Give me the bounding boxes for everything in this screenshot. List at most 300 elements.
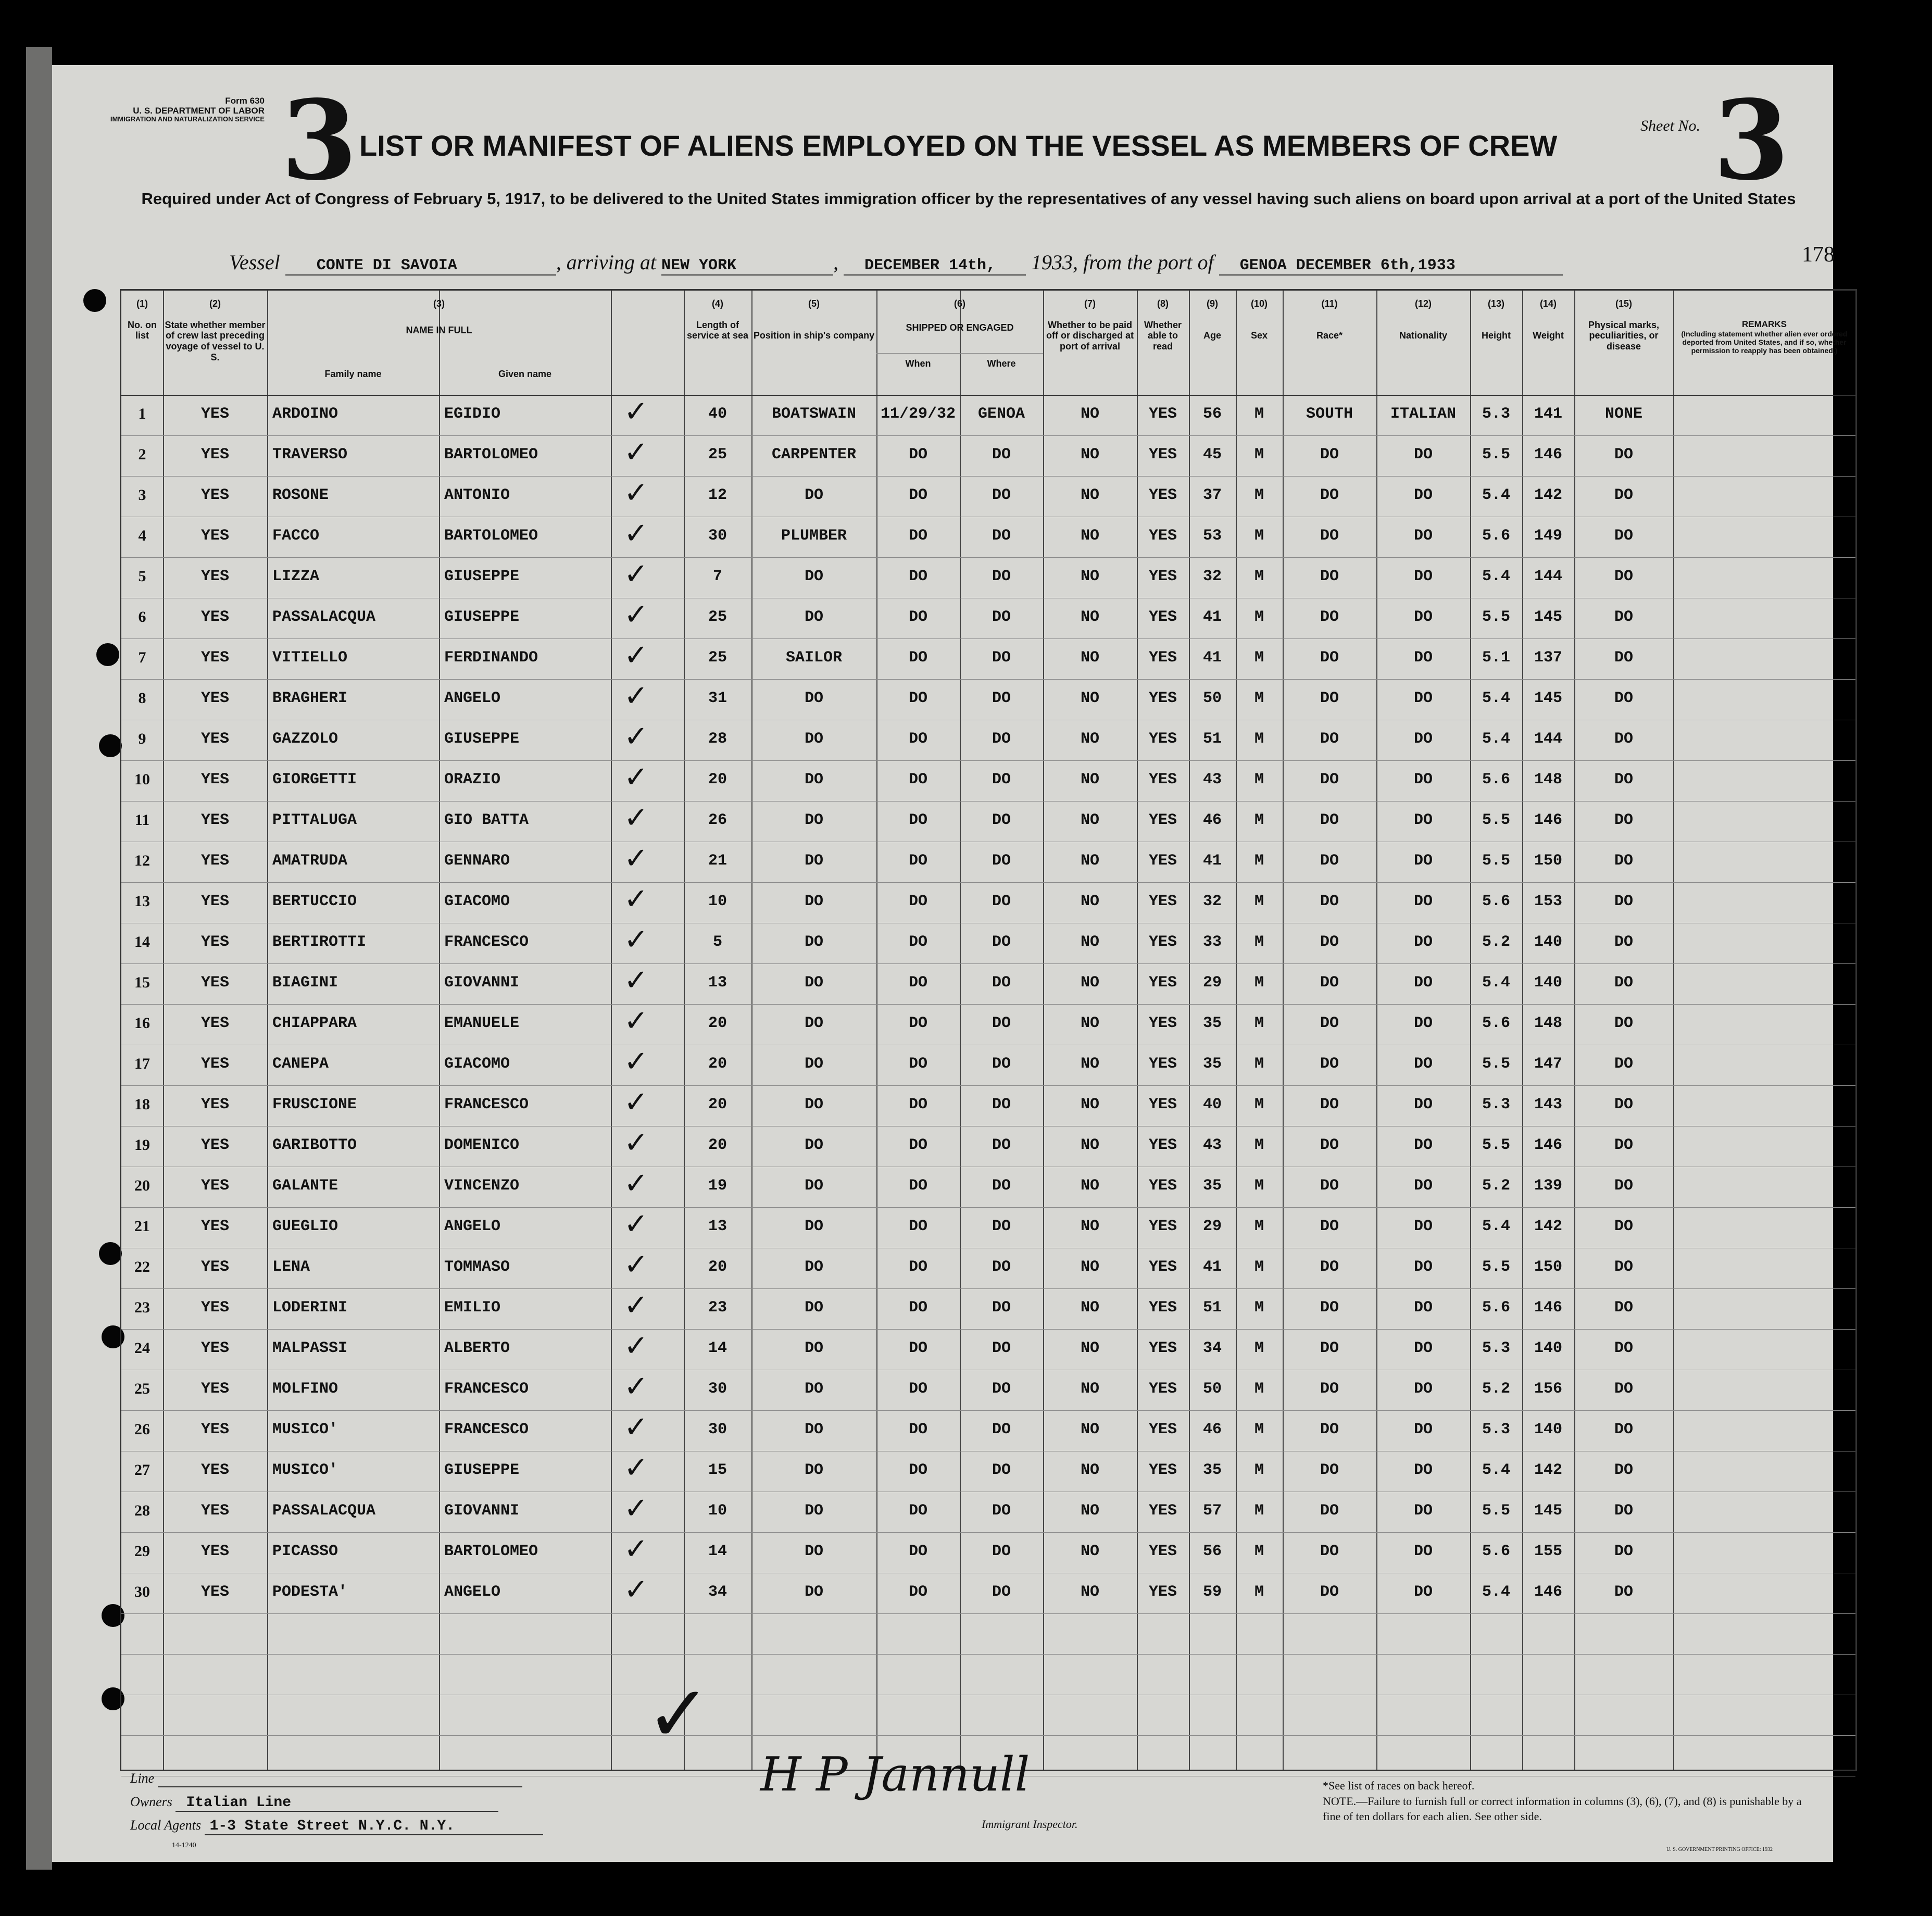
cell-given: ANTONIO (444, 486, 510, 504)
checkmark-icon: ✓ (624, 1410, 648, 1444)
printing-office: U. S. GOVERNMENT PRINTING OFFICE: 1932 (1666, 1847, 1773, 1852)
cell-service: 5 (712, 933, 722, 951)
cell-age: 34 (1202, 1339, 1222, 1357)
cell-family: MOLFINO (272, 1380, 338, 1398)
cell-prev: YES (200, 1380, 229, 1398)
cell-where: DO (992, 1096, 1011, 1113)
cell-nat: DO (1413, 893, 1433, 910)
cell-height: 5.2 (1482, 933, 1510, 951)
cell-prev: YES (200, 933, 229, 951)
cell-weight: 148 (1534, 771, 1562, 788)
cell-age: 32 (1202, 893, 1222, 910)
cell-where: DO (992, 933, 1011, 951)
cell-weight: 146 (1534, 811, 1562, 829)
cell-paid: NO (1080, 974, 1099, 992)
cell-no: 22 (134, 1258, 150, 1275)
cell-age: 29 (1202, 1218, 1222, 1235)
cell-race: DO (1320, 1177, 1339, 1195)
cell-prev: YES (200, 405, 229, 423)
cell-where: DO (992, 771, 1011, 788)
cell-when: DO (908, 1380, 927, 1398)
row-rule (121, 557, 1855, 558)
cell-given: BARTOLOMEO (444, 527, 538, 545)
cell-marks: DO (1614, 527, 1633, 545)
from-port-label: from the port of (1083, 251, 1214, 274)
cell-where: DO (992, 649, 1011, 667)
cell-service: 14 (708, 1543, 727, 1560)
cell-read: YES (1148, 1218, 1177, 1235)
cell-service: 21 (708, 852, 727, 870)
cell-nat: DO (1413, 527, 1433, 545)
cell-nat: DO (1413, 1136, 1433, 1154)
cell-paid: NO (1080, 1380, 1099, 1398)
cell-sex: M (1254, 974, 1264, 992)
col-header-age: (9) Age (1203, 298, 1221, 341)
cell-when: DO (908, 568, 927, 585)
checkmark-icon: ✓ (624, 1085, 648, 1119)
cell-height: 5.5 (1482, 1502, 1510, 1520)
header-rule (121, 395, 1855, 396)
checkmark-icon: ✓ (624, 435, 648, 469)
cell-nat: DO (1413, 730, 1433, 748)
cell-nat: DO (1413, 811, 1433, 829)
cell-family: GALANTE (272, 1177, 338, 1195)
cell-marks: DO (1614, 1177, 1633, 1195)
cell-height: 5.6 (1482, 893, 1510, 910)
cell-family: LODERINI (272, 1299, 348, 1317)
cell-nat: DO (1413, 1502, 1433, 1520)
cell-where: DO (992, 974, 1011, 992)
cell-marks: DO (1614, 1096, 1633, 1113)
cell-race: DO (1320, 1299, 1339, 1317)
cell-where: DO (992, 486, 1011, 504)
cell-position: DO (804, 1218, 823, 1235)
cell-when: DO (908, 1299, 927, 1317)
cell-age: 32 (1202, 568, 1222, 585)
cell-race: DO (1320, 527, 1339, 545)
cell-position: DO (804, 1502, 823, 1520)
checkmark-icon: ✓ (624, 1451, 648, 1485)
cell-sex: M (1254, 1015, 1264, 1032)
cell-read: YES (1148, 1339, 1177, 1357)
cell-read: YES (1148, 771, 1177, 788)
cell-read: YES (1148, 1177, 1177, 1195)
cell-weight: 146 (1534, 1583, 1562, 1601)
row-rule (121, 1207, 1855, 1208)
cell-given: FRANCESCO (444, 933, 529, 951)
cell-family: GUEGLIO (272, 1218, 338, 1235)
cell-given: EGIDIO (444, 405, 501, 423)
cell-race: SOUTH (1306, 405, 1353, 423)
col-header-physical-marks: (15) Physical marks, peculiarities, or disease (1588, 298, 1660, 352)
cell-height: 5.3 (1482, 1096, 1510, 1113)
cell-age: 50 (1202, 1380, 1222, 1398)
cell-height: 5.4 (1482, 1583, 1510, 1601)
cell-service: 20 (708, 1258, 727, 1276)
subheader-rule (876, 353, 1043, 354)
cell-weight: 153 (1534, 893, 1562, 910)
cell-position: DO (804, 608, 823, 626)
cell-height: 5.5 (1482, 1136, 1510, 1154)
cell-when: DO (908, 1177, 927, 1195)
cell-given: FRANCESCO (444, 1380, 529, 1398)
vessel-name: CONTE DI SAVOIA (285, 257, 556, 275)
cell-height: 5.6 (1482, 1543, 1510, 1560)
cell-when: DO (908, 608, 927, 626)
cell-age: 56 (1202, 1543, 1222, 1560)
cell-service: 10 (708, 893, 727, 910)
cell-paid: NO (1080, 568, 1099, 585)
cell-nat: DO (1413, 1015, 1433, 1032)
cell-prev: YES (200, 1502, 229, 1520)
cell-prev: YES (200, 1096, 229, 1113)
cell-paid: NO (1080, 1055, 1099, 1073)
cell-family: BERTUCCIO (272, 893, 357, 910)
cell-prev: YES (200, 730, 229, 748)
cell-race: DO (1320, 1543, 1339, 1560)
row-rule (121, 1085, 1855, 1086)
from-port: GENOA DECEMBER 6th,1933 (1219, 257, 1563, 275)
cell-weight: 139 (1534, 1177, 1562, 1195)
cell-prev: YES (200, 771, 229, 788)
cell-nat: DO (1413, 771, 1433, 788)
cell-height: 5.6 (1482, 527, 1510, 545)
col-header-name: (3) NAME IN FULL (406, 298, 472, 335)
cell-marks: DO (1614, 1299, 1633, 1317)
cell-age: 41 (1202, 608, 1222, 626)
cell-no: 24 (134, 1339, 150, 1357)
cell-position: CARPENTER (771, 446, 857, 464)
cell-nat: DO (1413, 649, 1433, 667)
row-rule (121, 882, 1855, 883)
cell-when: DO (908, 486, 927, 504)
cell-race: DO (1320, 1339, 1339, 1357)
cell-given: GIUSEPPE (444, 730, 520, 748)
arriving-label: arriving at (566, 251, 656, 274)
cell-given: GIACOMO (444, 1055, 510, 1073)
cell-given: ALBERTO (444, 1339, 510, 1357)
cell-height: 5.5 (1482, 1258, 1510, 1276)
cell-position: DO (804, 1461, 823, 1479)
cell-age: 35 (1202, 1055, 1222, 1073)
cell-height: 5.2 (1482, 1177, 1510, 1195)
cell-when: DO (908, 933, 927, 951)
checkmark-icon: ✓ (624, 1288, 648, 1322)
cell-no: 9 (138, 730, 146, 747)
cell-nat: DO (1413, 974, 1433, 992)
cell-where: DO (992, 1380, 1011, 1398)
cell-no: 18 (134, 1096, 150, 1113)
agents-value: 1-3 State Street N.Y.C. N.Y. (205, 1818, 543, 1835)
cell-prev: YES (200, 852, 229, 870)
cell-position: DO (804, 893, 823, 910)
cell-read: YES (1148, 1583, 1177, 1601)
cell-height: 5.5 (1482, 852, 1510, 870)
cell-no: 13 (134, 893, 150, 910)
cell-paid: NO (1080, 446, 1099, 464)
checkmark-icon: ✓ (624, 1248, 648, 1282)
cell-no: 6 (138, 608, 146, 625)
cell-when: DO (908, 1583, 927, 1601)
cell-age: 59 (1202, 1583, 1222, 1601)
cell-sex: M (1254, 1258, 1264, 1276)
cell-where: DO (992, 1218, 1011, 1235)
cell-no: 3 (138, 486, 146, 504)
arrival-date: DECEMBER 14th, (844, 257, 1026, 275)
cell-when: DO (908, 690, 927, 707)
checkmark-icon: ✓ (624, 638, 648, 672)
cell-no: 15 (134, 974, 150, 991)
cell-race: DO (1320, 1218, 1339, 1235)
cell-where: DO (992, 1339, 1011, 1357)
cell-age: 46 (1202, 811, 1222, 829)
cell-paid: NO (1080, 486, 1099, 504)
cell-race: DO (1320, 893, 1339, 910)
cell-prev: YES (200, 974, 229, 992)
cell-when: DO (908, 1015, 927, 1032)
cell-no: 28 (134, 1502, 150, 1519)
cell-no: 16 (134, 1015, 150, 1032)
cell-weight: 144 (1534, 730, 1562, 748)
cell-race: DO (1320, 811, 1339, 829)
cell-prev: YES (200, 1218, 229, 1235)
cell-position: DO (804, 811, 823, 829)
cell-marks: DO (1614, 1339, 1633, 1357)
cell-age: 43 (1202, 771, 1222, 788)
col-header-remarks: REMARKS (Including statement whether alien ever ordered deported from United States, and if so, whether permission to reapply has been obtained.) (1681, 319, 1848, 355)
cell-weight: 137 (1534, 649, 1562, 667)
cell-read: YES (1148, 1096, 1177, 1113)
cell-paid: NO (1080, 730, 1099, 748)
cell-service: 25 (708, 649, 727, 667)
cell-prev: YES (200, 811, 229, 829)
cell-no: 30 (134, 1583, 150, 1600)
cell-marks: DO (1614, 974, 1633, 992)
cell-service: 19 (708, 1177, 727, 1195)
cell-service: 23 (708, 1299, 727, 1317)
cell-when: DO (908, 1543, 927, 1560)
cell-given: EMILIO (444, 1299, 501, 1317)
cell-race: DO (1320, 1461, 1339, 1479)
cell-weight: 140 (1534, 1421, 1562, 1438)
cell-where: DO (992, 893, 1011, 910)
cell-nat: DO (1413, 1583, 1433, 1601)
cell-marks: DO (1614, 446, 1633, 464)
cell-read: YES (1148, 1502, 1177, 1520)
cell-family: VITIELLO (272, 649, 348, 667)
cell-sex: M (1254, 690, 1264, 707)
cell-position: DO (804, 1421, 823, 1438)
cell-height: 5.3 (1482, 1421, 1510, 1438)
cell-marks: DO (1614, 730, 1633, 748)
cell-age: 41 (1202, 649, 1222, 667)
cell-sex: M (1254, 811, 1264, 829)
cell-where: DO (992, 446, 1011, 464)
cell-family: LIZZA (272, 568, 320, 585)
cell-race: DO (1320, 568, 1339, 585)
cell-height: 5.5 (1482, 811, 1510, 829)
cell-when: DO (908, 974, 927, 992)
cell-sex: M (1254, 1583, 1264, 1601)
cell-race: DO (1320, 1421, 1339, 1438)
checkmark-icon: ✓ (624, 598, 648, 632)
binder-hole (99, 1242, 122, 1265)
cell-where: DO (992, 1258, 1011, 1276)
cell-read: YES (1148, 933, 1177, 951)
cell-height: 5.1 (1482, 649, 1510, 667)
cell-sex: M (1254, 1055, 1264, 1073)
cell-race: DO (1320, 486, 1339, 504)
cell-height: 5.4 (1482, 730, 1510, 748)
cell-sex: M (1254, 1421, 1264, 1438)
cell-marks: NONE (1604, 405, 1642, 423)
col-header-service: (4) Length of service at sea (686, 298, 749, 341)
cell-no: 8 (138, 690, 146, 707)
cell-weight: 145 (1534, 1502, 1562, 1520)
cell-prev: YES (200, 1055, 229, 1073)
cell-position: DO (804, 690, 823, 707)
cell-service: 13 (708, 974, 727, 992)
cell-no: 2 (138, 446, 146, 463)
manifest-table (120, 289, 1857, 1771)
cell-age: 50 (1202, 690, 1222, 707)
cell-given: ANGELO (444, 1583, 501, 1601)
cell-prev: YES (200, 608, 229, 626)
cell-service: 28 (708, 730, 727, 748)
cell-nat: DO (1413, 608, 1433, 626)
cell-paid: NO (1080, 1502, 1099, 1520)
cell-prev: YES (200, 446, 229, 464)
cell-weight: 146 (1534, 1299, 1562, 1317)
cell-marks: DO (1614, 933, 1633, 951)
agents-field: Local Agents 1-3 State Street N.Y.C. N.Y. (130, 1818, 543, 1835)
cell-prev: YES (200, 1543, 229, 1560)
cell-no: 21 (134, 1218, 150, 1235)
cell-no: 29 (134, 1543, 150, 1560)
cell-paid: NO (1080, 852, 1099, 870)
cell-when: DO (908, 1461, 927, 1479)
cell-position: DO (804, 1543, 823, 1560)
checkmark-icon: ✓ (624, 517, 648, 550)
cell-prev: YES (200, 1339, 229, 1357)
checkmark-icon: ✓ (624, 395, 648, 429)
cell-height: 5.4 (1482, 974, 1510, 992)
cell-family: CHIAPPARA (272, 1015, 357, 1032)
cell-position: PLUMBER (781, 527, 847, 545)
cell-family: PITTALUGA (272, 811, 357, 829)
cell-when: DO (908, 730, 927, 748)
cell-service: 25 (708, 446, 727, 464)
cell-where: DO (992, 1461, 1011, 1479)
cell-marks: DO (1614, 771, 1633, 788)
cell-age: 41 (1202, 852, 1222, 870)
form-code: 14-1240 (172, 1842, 196, 1849)
cell-given: GIACOMO (444, 893, 510, 910)
cell-family: ARDOINO (272, 405, 338, 423)
service-name: IMMIGRATION AND NATURALIZATION SERVICE (110, 115, 265, 123)
cell-where: DO (992, 1421, 1011, 1438)
cell-weight: 140 (1534, 1339, 1562, 1357)
cell-weight: 140 (1534, 974, 1562, 992)
cell-weight: 155 (1534, 1543, 1562, 1560)
checkmark-icon: ✓ (624, 1045, 648, 1079)
cell-height: 5.3 (1482, 1339, 1510, 1357)
binder-hole (99, 734, 122, 757)
cell-service: 15 (708, 1461, 727, 1479)
checkmark-icon: ✓ (624, 1329, 648, 1363)
cell-prev: YES (200, 690, 229, 707)
cell-sex: M (1254, 852, 1264, 870)
cell-prev: YES (200, 1421, 229, 1438)
cell-paid: NO (1080, 1218, 1099, 1235)
cell-weight: 150 (1534, 1258, 1562, 1276)
cell-marks: DO (1614, 690, 1633, 707)
cell-where: DO (992, 690, 1011, 707)
cell-where: DO (992, 1502, 1011, 1520)
col-header-weight: (14) Weight (1533, 298, 1564, 341)
cell-no: 14 (134, 933, 150, 950)
cell-position: DO (804, 1015, 823, 1032)
cell-read: YES (1148, 568, 1177, 585)
cell-no: 7 (138, 649, 146, 666)
cell-sex: M (1254, 1218, 1264, 1235)
cell-paid: NO (1080, 1421, 1099, 1438)
cell-where: DO (992, 1583, 1011, 1601)
cell-race: DO (1320, 933, 1339, 951)
cell-weight: 142 (1534, 486, 1562, 504)
cell-weight: 141 (1534, 405, 1562, 423)
cell-given: GENNARO (444, 852, 510, 870)
vessel-line: Vessel CONTE DI SAVOIA , arriving at NEW YORK , DECEMBER 14th, 1933, from the port of GENOA DECEMBER 6th,1933 (229, 250, 1739, 276)
cell-position: DO (804, 1055, 823, 1073)
cell-family: TRAVERSO (272, 446, 348, 464)
cell-race: DO (1320, 771, 1339, 788)
checkmark-icon: ✓ (624, 1532, 648, 1566)
cell-when: DO (908, 1502, 927, 1520)
binder-hole (96, 643, 119, 666)
cell-prev: YES (200, 486, 229, 504)
cell-position: BOATSWAIN (771, 405, 857, 423)
cell-read: YES (1148, 1461, 1177, 1479)
cell-weight: 147 (1534, 1055, 1562, 1073)
cell-marks: DO (1614, 486, 1633, 504)
cell-no: 20 (134, 1177, 150, 1194)
cell-given: GIOVANNI (444, 974, 520, 992)
col-header-where: Where (987, 358, 1016, 369)
checkmark-icon: ✓ (624, 720, 648, 754)
cell-given: FRANCESCO (444, 1096, 529, 1113)
cell-prev: YES (200, 1299, 229, 1317)
cell-race: DO (1320, 649, 1339, 667)
cell-given: GIO BATTA (444, 811, 529, 829)
cell-marks: DO (1614, 1502, 1633, 1520)
checkmark-icon: ✓ (624, 1492, 648, 1525)
cell-height: 5.4 (1482, 568, 1510, 585)
cell-family: GAZZOLO (272, 730, 338, 748)
cell-read: YES (1148, 974, 1177, 992)
row-rule (121, 476, 1855, 477)
col-header-given-name: Given name (498, 369, 552, 379)
cell-marks: DO (1614, 1218, 1633, 1235)
cell-nat: DO (1413, 1380, 1433, 1398)
cell-prev: YES (200, 1258, 229, 1276)
cell-position: DO (804, 1299, 823, 1317)
cell-given: GIOVANNI (444, 1502, 520, 1520)
column-rule (611, 291, 612, 1770)
fine-notice: NOTE.—Failure to furnish full or correct information in columns (3), (6), (7), and (8) is punishable by a fine of ten dollars for each alien. See other side. (1323, 1795, 1802, 1823)
cell-paid: NO (1080, 1177, 1099, 1195)
cell-weight: 145 (1534, 690, 1562, 707)
